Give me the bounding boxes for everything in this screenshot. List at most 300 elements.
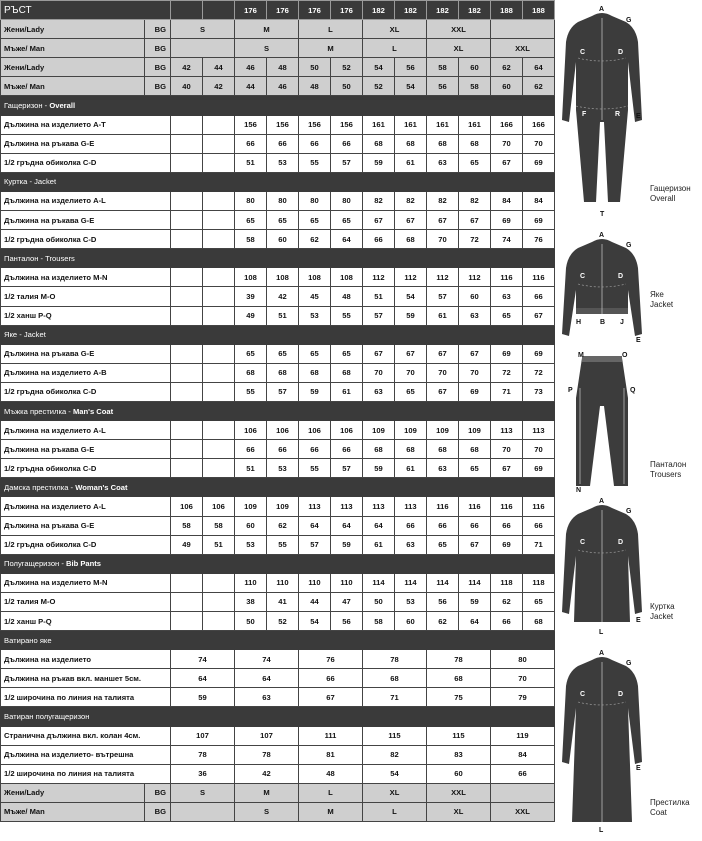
size-row [1, 58, 555, 77]
measure-label: 1/2 гръдна обиколка C-D [1, 153, 171, 172]
value-cell: L [363, 802, 427, 821]
section-header [1, 478, 555, 497]
measure-label: Дължина на ръкава G-E [1, 440, 171, 459]
value-cell: 60 [491, 77, 523, 96]
value-cell: 65 [459, 459, 491, 478]
measure-row [1, 211, 555, 230]
value-cell: 68 [427, 669, 491, 688]
value-cell: 70 [459, 363, 491, 382]
value-cell [171, 153, 203, 172]
svg-text:A: A [599, 232, 605, 239]
svg-text:T: T [600, 211, 605, 218]
value-cell [171, 306, 203, 325]
value-cell: 61 [331, 382, 363, 401]
value-cell: 119 [491, 726, 555, 745]
value-cell: 106 [235, 421, 267, 440]
value-cell: 56 [427, 77, 459, 96]
value-cell: 48 [331, 287, 363, 306]
measure-row [1, 344, 555, 363]
value-cell: 36 [171, 764, 235, 783]
value-cell [203, 306, 235, 325]
caption-line: Гащеризон [650, 184, 691, 193]
svg-text:L: L [599, 827, 604, 834]
value-cell: 66 [299, 669, 363, 688]
section-title [1, 172, 555, 191]
value-cell: 65 [523, 592, 555, 611]
value-cell: S [235, 39, 299, 58]
value-cell: 64 [331, 516, 363, 535]
section-header [1, 401, 555, 420]
value-cell: 70 [523, 440, 555, 459]
svg-text:R: R [615, 111, 621, 118]
section-title-bold: Man's Coat [72, 406, 114, 416]
measure-row [1, 592, 555, 611]
svg-text:E: E [636, 617, 641, 624]
value-cell: 55 [299, 153, 331, 172]
value-cell: M [299, 802, 363, 821]
value-cell: 69 [491, 535, 523, 554]
value-cell: 113 [331, 497, 363, 516]
value-cell: 57 [427, 287, 459, 306]
value-cell: 65 [235, 344, 267, 363]
value-cell: 52 [331, 58, 363, 77]
value-cell: 106 [203, 497, 235, 516]
value-cell: 57 [363, 306, 395, 325]
height-cell: 182 [459, 1, 491, 20]
value-cell: 112 [363, 268, 395, 287]
trousers-caption [650, 460, 686, 480]
value-cell: 108 [235, 268, 267, 287]
value-cell: 68 [523, 612, 555, 631]
value-cell: 44 [299, 592, 331, 611]
value-cell: 51 [235, 459, 267, 478]
size-row-label: Мъже/ Man [1, 39, 145, 58]
coat-figure [556, 646, 648, 841]
value-cell: 52 [267, 612, 299, 631]
measure-row [1, 516, 555, 535]
value-cell: 108 [267, 268, 299, 287]
value-cell: 53 [267, 459, 299, 478]
value-cell: 112 [459, 268, 491, 287]
value-cell: 82 [427, 191, 459, 210]
value-cell: 53 [299, 306, 331, 325]
long-jacket-caption [650, 602, 675, 622]
value-cell: 84 [491, 191, 523, 210]
value-cell: 66 [459, 516, 491, 535]
value-cell: 67 [459, 211, 491, 230]
value-cell: 59 [363, 153, 395, 172]
value-cell: 47 [331, 592, 363, 611]
value-cell [491, 20, 555, 39]
section-title-text: Ватирано яке [4, 635, 52, 645]
value-cell [171, 802, 235, 821]
value-cell: 51 [235, 153, 267, 172]
value-cell: 60 [459, 58, 491, 77]
measure-row [1, 382, 555, 401]
size-row [1, 802, 555, 821]
value-cell: 42 [267, 287, 299, 306]
value-cell: 161 [427, 115, 459, 134]
value-cell: 74 [235, 650, 299, 669]
value-cell: 71 [363, 688, 427, 707]
value-cell: 68 [427, 134, 459, 153]
value-cell: 66 [363, 230, 395, 249]
value-cell: 166 [491, 115, 523, 134]
value-cell: 56 [395, 58, 427, 77]
value-cell: L [299, 20, 363, 39]
value-cell: 63 [459, 306, 491, 325]
height-cell: 176 [331, 1, 363, 20]
measure-row [1, 745, 555, 764]
value-cell: 68 [459, 440, 491, 459]
value-cell: 68 [427, 440, 459, 459]
svg-text:D: D [618, 691, 624, 698]
value-cell: 66 [267, 440, 299, 459]
svg-text:E: E [636, 337, 641, 344]
value-cell: XXL [427, 783, 491, 802]
value-cell: 118 [523, 573, 555, 592]
section-title-text: Яке - Jacket [4, 330, 46, 340]
size-row-label: Мъже/ Man [1, 77, 145, 96]
caption-line: Jacket [650, 612, 674, 621]
value-cell: 55 [235, 382, 267, 401]
value-cell: 59 [171, 688, 235, 707]
value-cell [203, 573, 235, 592]
value-cell: 42 [235, 764, 299, 783]
svg-text:A: A [599, 498, 605, 505]
value-cell: L [363, 39, 427, 58]
value-cell: 113 [523, 421, 555, 440]
value-cell: 116 [523, 268, 555, 287]
value-cell: 108 [331, 268, 363, 287]
svg-text:D: D [618, 49, 624, 56]
measure-label: 1/2 широчина по линия на талията [1, 764, 171, 783]
value-cell: 81 [299, 745, 363, 764]
value-cell: 67 [427, 382, 459, 401]
value-cell: 61 [395, 459, 427, 478]
value-cell: 106 [299, 421, 331, 440]
height-header-row [1, 1, 555, 20]
value-cell: 53 [267, 153, 299, 172]
value-cell: 114 [427, 573, 459, 592]
value-cell [203, 382, 235, 401]
value-cell: 63 [427, 153, 459, 172]
value-cell: 63 [427, 459, 459, 478]
measure-row [1, 153, 555, 172]
value-cell: 57 [331, 459, 363, 478]
value-cell: 64 [235, 669, 299, 688]
value-cell: 70 [491, 669, 555, 688]
caption-line: Overall [650, 194, 676, 203]
value-cell: 106 [171, 497, 203, 516]
size-row-label: Мъже/ Man [1, 802, 145, 821]
value-cell: 78 [427, 650, 491, 669]
value-cell: 48 [267, 58, 299, 77]
svg-text:E: E [636, 113, 641, 120]
section-header [1, 249, 555, 268]
section-title [1, 401, 555, 420]
value-cell [203, 344, 235, 363]
value-cell [203, 115, 235, 134]
value-cell [203, 211, 235, 230]
value-cell: 40 [171, 77, 203, 96]
value-cell: 41 [267, 592, 299, 611]
section-title-bold: Woman's Coat [75, 482, 128, 492]
section-header [1, 631, 555, 650]
short-jacket-figure [556, 228, 648, 351]
value-cell: 156 [267, 115, 299, 134]
value-cell: 76 [299, 650, 363, 669]
value-cell: 78 [235, 745, 299, 764]
value-cell: 57 [331, 153, 363, 172]
value-cell: 115 [363, 726, 427, 745]
value-cell [203, 153, 235, 172]
value-cell: 66 [235, 440, 267, 459]
measure-row [1, 497, 555, 516]
size-row-bg: BG [145, 20, 171, 39]
measure-row [1, 764, 555, 783]
value-cell [171, 287, 203, 306]
value-cell: 116 [459, 497, 491, 516]
measure-label: Дължина на изделието M-N [1, 573, 171, 592]
value-cell: 66 [427, 516, 459, 535]
value-cell [171, 592, 203, 611]
measure-row [1, 459, 555, 478]
height-cell: 182 [395, 1, 427, 20]
value-cell: 115 [427, 726, 491, 745]
value-cell: M [235, 20, 299, 39]
value-cell: 62 [267, 516, 299, 535]
value-cell: 78 [171, 745, 235, 764]
trousers-figure [556, 348, 648, 499]
measure-label: Дължина на изделието А-L [1, 497, 171, 516]
value-cell: 80 [299, 191, 331, 210]
size-row-bg: BG [145, 77, 171, 96]
overall-figure [556, 2, 648, 225]
value-cell: 59 [395, 306, 427, 325]
value-cell: 64 [171, 669, 235, 688]
value-cell: 66 [395, 516, 427, 535]
value-cell: 80 [491, 650, 555, 669]
value-cell: 62 [491, 592, 523, 611]
value-cell: 112 [427, 268, 459, 287]
measure-label: Дължина на изделието А-L [1, 421, 171, 440]
value-cell: 64 [299, 516, 331, 535]
svg-text:D: D [618, 273, 624, 280]
measure-label: Дължина на изделието А-Т [1, 115, 171, 134]
svg-text:P: P [568, 387, 573, 394]
value-cell: 63 [395, 535, 427, 554]
value-cell: 67 [395, 344, 427, 363]
measure-row [1, 287, 555, 306]
svg-text:C: C [580, 49, 586, 56]
svg-text:H: H [576, 319, 582, 326]
height-cell: 176 [267, 1, 299, 20]
value-cell: 61 [395, 153, 427, 172]
svg-text:G: G [626, 508, 632, 515]
value-cell: 62 [523, 77, 555, 96]
value-cell: 82 [363, 745, 427, 764]
value-cell: 110 [267, 573, 299, 592]
value-cell: 62 [299, 230, 331, 249]
value-cell: 69 [523, 153, 555, 172]
value-cell: 107 [171, 726, 235, 745]
value-cell: 110 [235, 573, 267, 592]
value-cell [171, 39, 235, 58]
caption-line: Куртка [650, 602, 675, 611]
measure-label: 1/2 гръдна обиколка C-D [1, 535, 171, 554]
value-cell: 161 [459, 115, 491, 134]
svg-text:Q: Q [630, 387, 636, 394]
value-cell: 66 [299, 134, 331, 153]
measure-row [1, 134, 555, 153]
value-cell [171, 363, 203, 382]
measure-label: Странична дължина вкл. колан 4см. [1, 726, 171, 745]
section-title-text: Полугащеризон - [4, 559, 66, 569]
value-cell: 71 [491, 382, 523, 401]
value-cell [203, 459, 235, 478]
long-jacket-figure [556, 494, 648, 645]
measure-label: 1/2 ханш P-Q [1, 612, 171, 631]
value-cell: 62 [491, 58, 523, 77]
value-cell: 114 [459, 573, 491, 592]
section-title-text: Куртка - Jacket [4, 177, 57, 187]
value-cell: 64 [459, 612, 491, 631]
value-cell: M [235, 783, 299, 802]
value-cell: 64 [331, 230, 363, 249]
measure-label: Дължина на ръкава G-E [1, 344, 171, 363]
value-cell: 58 [363, 612, 395, 631]
section-title [1, 478, 555, 497]
value-cell: 51 [203, 535, 235, 554]
value-cell: 79 [491, 688, 555, 707]
value-cell: 66 [491, 764, 555, 783]
value-cell [203, 421, 235, 440]
value-cell: 53 [235, 535, 267, 554]
value-cell: 74 [171, 650, 235, 669]
value-cell: 116 [491, 497, 523, 516]
value-cell: 64 [523, 58, 555, 77]
value-cell: XL [427, 39, 491, 58]
value-cell [171, 230, 203, 249]
value-cell: 74 [491, 230, 523, 249]
value-cell: XL [363, 20, 427, 39]
value-cell: 65 [235, 211, 267, 230]
value-cell [171, 382, 203, 401]
value-cell [203, 191, 235, 210]
measure-label: 1/2 талия M-O [1, 287, 171, 306]
value-cell [171, 268, 203, 287]
value-cell: 55 [267, 535, 299, 554]
measure-label: 1/2 гръдна обиколка C-D [1, 459, 171, 478]
value-cell: 109 [267, 497, 299, 516]
measure-label: Дължина на изделието- вътрешна [1, 745, 171, 764]
svg-text:A: A [599, 650, 605, 657]
section-title-bold: Bib Pants [65, 559, 102, 569]
svg-text:C: C [580, 691, 586, 698]
svg-text:D: D [618, 539, 624, 546]
value-cell: 60 [427, 764, 491, 783]
value-cell: 55 [331, 306, 363, 325]
measure-row [1, 535, 555, 554]
size-row-label: Жени/Lady [1, 20, 145, 39]
value-cell: 107 [235, 726, 299, 745]
value-cell: 84 [523, 191, 555, 210]
value-cell: 55 [299, 459, 331, 478]
measure-label: 1/2 гръдна обиколка C-D [1, 382, 171, 401]
svg-text:L: L [599, 629, 604, 636]
header-empty-cell [203, 1, 235, 20]
value-cell: 54 [363, 764, 427, 783]
svg-text:C: C [580, 273, 586, 280]
value-cell: 68 [363, 134, 395, 153]
value-cell: 48 [299, 764, 363, 783]
value-cell: 51 [363, 287, 395, 306]
value-cell: 60 [235, 516, 267, 535]
value-cell: XXL [427, 20, 491, 39]
value-cell: 58 [203, 516, 235, 535]
value-cell: 66 [491, 612, 523, 631]
caption-line: Панталон [650, 460, 687, 469]
size-row [1, 20, 555, 39]
value-cell: M [299, 39, 363, 58]
value-cell: 109 [363, 421, 395, 440]
value-cell: 68 [363, 440, 395, 459]
value-cell: 70 [491, 134, 523, 153]
value-cell: 69 [523, 344, 555, 363]
size-row-bg: BG [145, 39, 171, 58]
value-cell: 38 [235, 592, 267, 611]
table-title: РЪСТ [1, 1, 171, 20]
value-cell: 67 [459, 535, 491, 554]
value-cell: 68 [459, 134, 491, 153]
svg-text:G: G [626, 242, 632, 249]
value-cell: 156 [299, 115, 331, 134]
value-cell: 48 [299, 77, 331, 96]
section-title [1, 325, 555, 344]
short-jacket-caption [650, 290, 673, 310]
caption-line: Яке [650, 290, 664, 299]
value-cell [171, 459, 203, 478]
measure-row [1, 669, 555, 688]
value-cell: 53 [395, 592, 427, 611]
value-cell [171, 191, 203, 210]
header-empty-cell [171, 1, 203, 20]
value-cell: 46 [235, 58, 267, 77]
value-cell: 67 [459, 344, 491, 363]
measure-label: 1/2 широчина по линия на талията [1, 688, 171, 707]
value-cell: 60 [395, 612, 427, 631]
value-cell [171, 421, 203, 440]
value-cell: 110 [299, 573, 331, 592]
value-cell: 64 [363, 516, 395, 535]
value-cell: 80 [267, 191, 299, 210]
value-cell: 71 [523, 535, 555, 554]
value-cell: 68 [299, 363, 331, 382]
measure-row [1, 115, 555, 134]
measure-row [1, 440, 555, 459]
value-cell: 60 [267, 230, 299, 249]
value-cell: 68 [331, 363, 363, 382]
value-cell: 166 [523, 115, 555, 134]
value-cell: 65 [299, 344, 331, 363]
value-cell: 59 [363, 459, 395, 478]
value-cell: XL [427, 802, 491, 821]
value-cell [171, 440, 203, 459]
value-cell: 68 [267, 363, 299, 382]
value-cell: 65 [299, 211, 331, 230]
value-cell: 66 [331, 134, 363, 153]
